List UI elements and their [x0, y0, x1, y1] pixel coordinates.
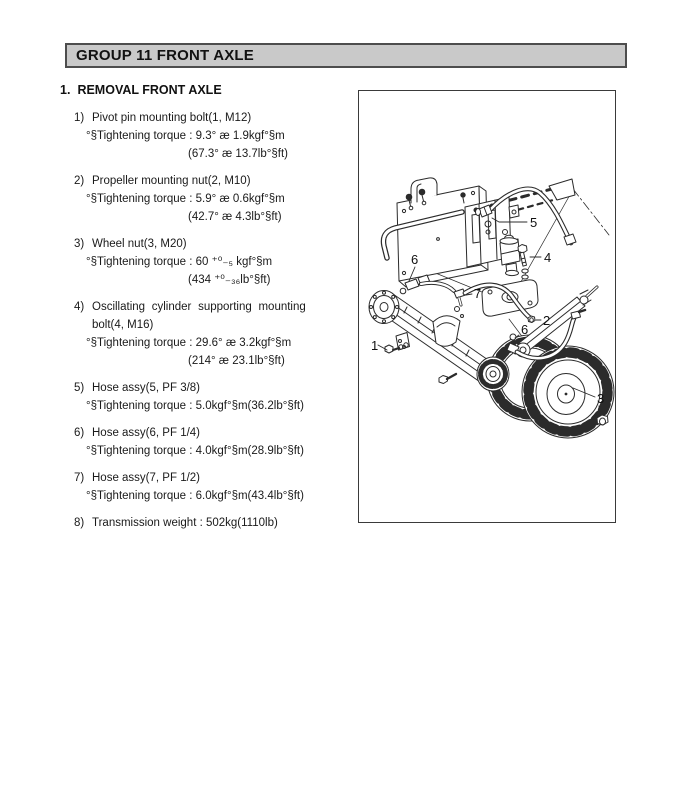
- torque-continuation: (67.3° æ 13.7lb°§ft): [188, 148, 288, 160]
- item-title-wrap: bolt(4, M16): [92, 319, 154, 331]
- item-title: Pivot pin mounting bolt(1, M12): [92, 112, 252, 124]
- item-title: Oscillating cylinder supporting mounting: [92, 301, 306, 313]
- torque-line: °§Tightening torque : 9.3° æ 1.9kgf°§m: [86, 130, 285, 142]
- callout-7: 7: [474, 286, 482, 301]
- removal-steps-list: [74, 109, 356, 541]
- item-number: 4): [74, 301, 85, 313]
- list-item: [74, 298, 356, 370]
- section-title: REMOVAL FRONT AXLE: [77, 83, 222, 97]
- section-number: 1.: [60, 83, 71, 97]
- item-number: 7): [74, 472, 85, 484]
- list-item: [74, 379, 356, 415]
- item-number: 6): [74, 427, 85, 439]
- nut-2: [528, 316, 535, 323]
- section-heading: [60, 83, 222, 97]
- item-title: Hose assy(6, PF 1/4): [92, 427, 201, 439]
- torque-line: °§Tightening torque : 5.0kgf°§m(36.2lb°§ft): [86, 400, 304, 412]
- list-item: [74, 424, 356, 460]
- torque-continuation: (42.7° æ 4.3lb°§ft): [188, 211, 282, 223]
- torque-line: °§Tightening torque : 29.6° æ 3.2kgf°§m: [86, 337, 292, 349]
- item-title: Hose assy(7, PF 1/2): [92, 472, 201, 484]
- callout-3: 3: [597, 391, 605, 406]
- page-title: GROUP 11 FRONT AXLE: [76, 47, 254, 64]
- item-number: 5): [74, 382, 85, 394]
- front-axle-exploded-view: [359, 91, 615, 522]
- item-number: 8): [74, 517, 85, 529]
- torque-continuation: (434 ⁺⁰₋₃₆lb°§ft): [188, 274, 271, 286]
- list-item: [74, 172, 356, 226]
- callout-4: 4: [544, 250, 552, 265]
- list-item: [74, 235, 356, 289]
- torque-line: °§Tightening torque : 5.9° æ 0.6kgf°§m: [86, 193, 285, 205]
- item-title: Hose assy(5, PF 3/8): [92, 382, 201, 394]
- callout-5: 5: [530, 215, 538, 230]
- callout-6b: 6: [521, 322, 529, 337]
- callout-1: 1: [371, 338, 379, 353]
- group-title-bar: [65, 43, 627, 68]
- item-number: 2): [74, 175, 85, 187]
- list-item: [74, 469, 356, 505]
- wheel-nut-3: [597, 415, 608, 425]
- callout-6a: 6: [411, 252, 419, 267]
- axle-diagram: [358, 90, 616, 523]
- list-item: [74, 514, 356, 532]
- torque-line: °§Tightening torque : 6.0kgf°§m(43.4lb°§ft): [86, 490, 304, 502]
- item-title: Propeller mounting nut(2, M10): [92, 175, 251, 187]
- item-title: Transmission weight : 502kg(1110lb): [92, 517, 278, 529]
- bolt-4: [518, 245, 528, 280]
- item-number: 1): [74, 112, 85, 124]
- item-title: Wheel nut(3, M20): [92, 238, 187, 250]
- callout-2: 2: [543, 313, 551, 328]
- torque-continuation: (214° æ 23.1lb°§ft): [188, 355, 285, 367]
- item-number: 3): [74, 238, 85, 250]
- torque-line: °§Tightening torque : 4.0kgf°§m(28.9lb°§ft): [86, 445, 304, 457]
- torque-line: °§Tightening torque : 60 ⁺⁰₋₅ kgf°§m: [86, 256, 273, 268]
- list-item: [74, 109, 356, 163]
